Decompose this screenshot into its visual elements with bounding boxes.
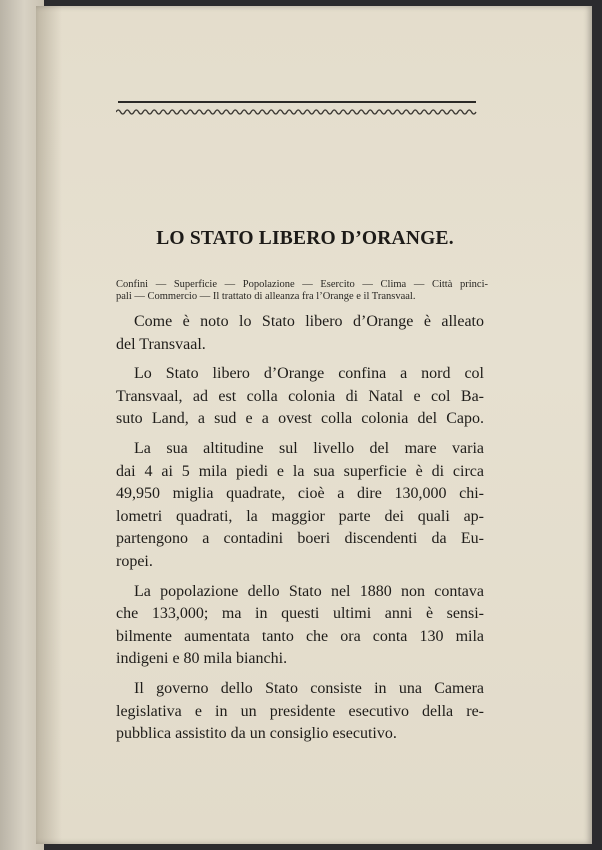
chapter-title: LO STATO LIBERO D’ORANGE. [156, 228, 454, 249]
paragraph [116, 311, 484, 356]
text-line: ropei. [116, 552, 153, 570]
text-line: suto Land, a sud e a ovest colla colonia del Capo. [116, 410, 484, 428]
text-line: La sua altitudine sul livello del mare varia [134, 439, 484, 457]
paragraph [116, 363, 484, 431]
text-line: indigeni e 80 mila bianchi. [116, 650, 288, 668]
wavy-ornament [116, 107, 478, 117]
body-text [116, 311, 484, 753]
text-line: La popolazione dello Stato nel 1880 non contava [134, 582, 484, 600]
text-line: del Transvaal. [116, 335, 206, 353]
text-line: Il governo dello Stato consiste in una Camera [134, 679, 484, 697]
text-line: Lo Stato libero d’Orange confina a nord col [134, 365, 484, 383]
paragraph [116, 438, 484, 574]
text-line: dai 4 ai 5 mila piedi e la sua superficie è di circa [116, 462, 484, 480]
text-line: 49,950 miglia quadrate, cioè a dire 130,000 chi- [116, 485, 484, 503]
summary-line: pali — Commercio — Il trattato di alleanza fra l’Orange e il Transvaal. [116, 291, 416, 302]
text-line: lometri quadrati, la maggior parte dei quali ap- [116, 507, 484, 525]
paragraph [116, 678, 484, 746]
text-line: pubblica assistito da un consiglio esecutivo. [116, 725, 397, 743]
text-line: bilmente aumentata tanto che ora conta 130 mila [116, 627, 484, 645]
text-line: Transvaal, ad est colla colonia di Natal e col Ba- [116, 387, 484, 405]
chapter-summary [116, 279, 488, 303]
header-rule [118, 101, 476, 103]
text-line: che 133,000; ma in questi ultimi anni è sensi- [116, 605, 484, 623]
text-line: legislativa e in un presidente esecutivo della re- [116, 702, 484, 720]
summary-line: Confini — Superficie — Popolazione — Esercito — Clima — Città princi- [116, 279, 488, 290]
page-gutter-shadow [36, 6, 62, 844]
text-line: Come è noto lo Stato libero d’Orange è alleato [134, 313, 484, 330]
paragraph [116, 581, 484, 671]
text-line: partengono a contadini boeri discendenti da Eu- [116, 530, 484, 548]
